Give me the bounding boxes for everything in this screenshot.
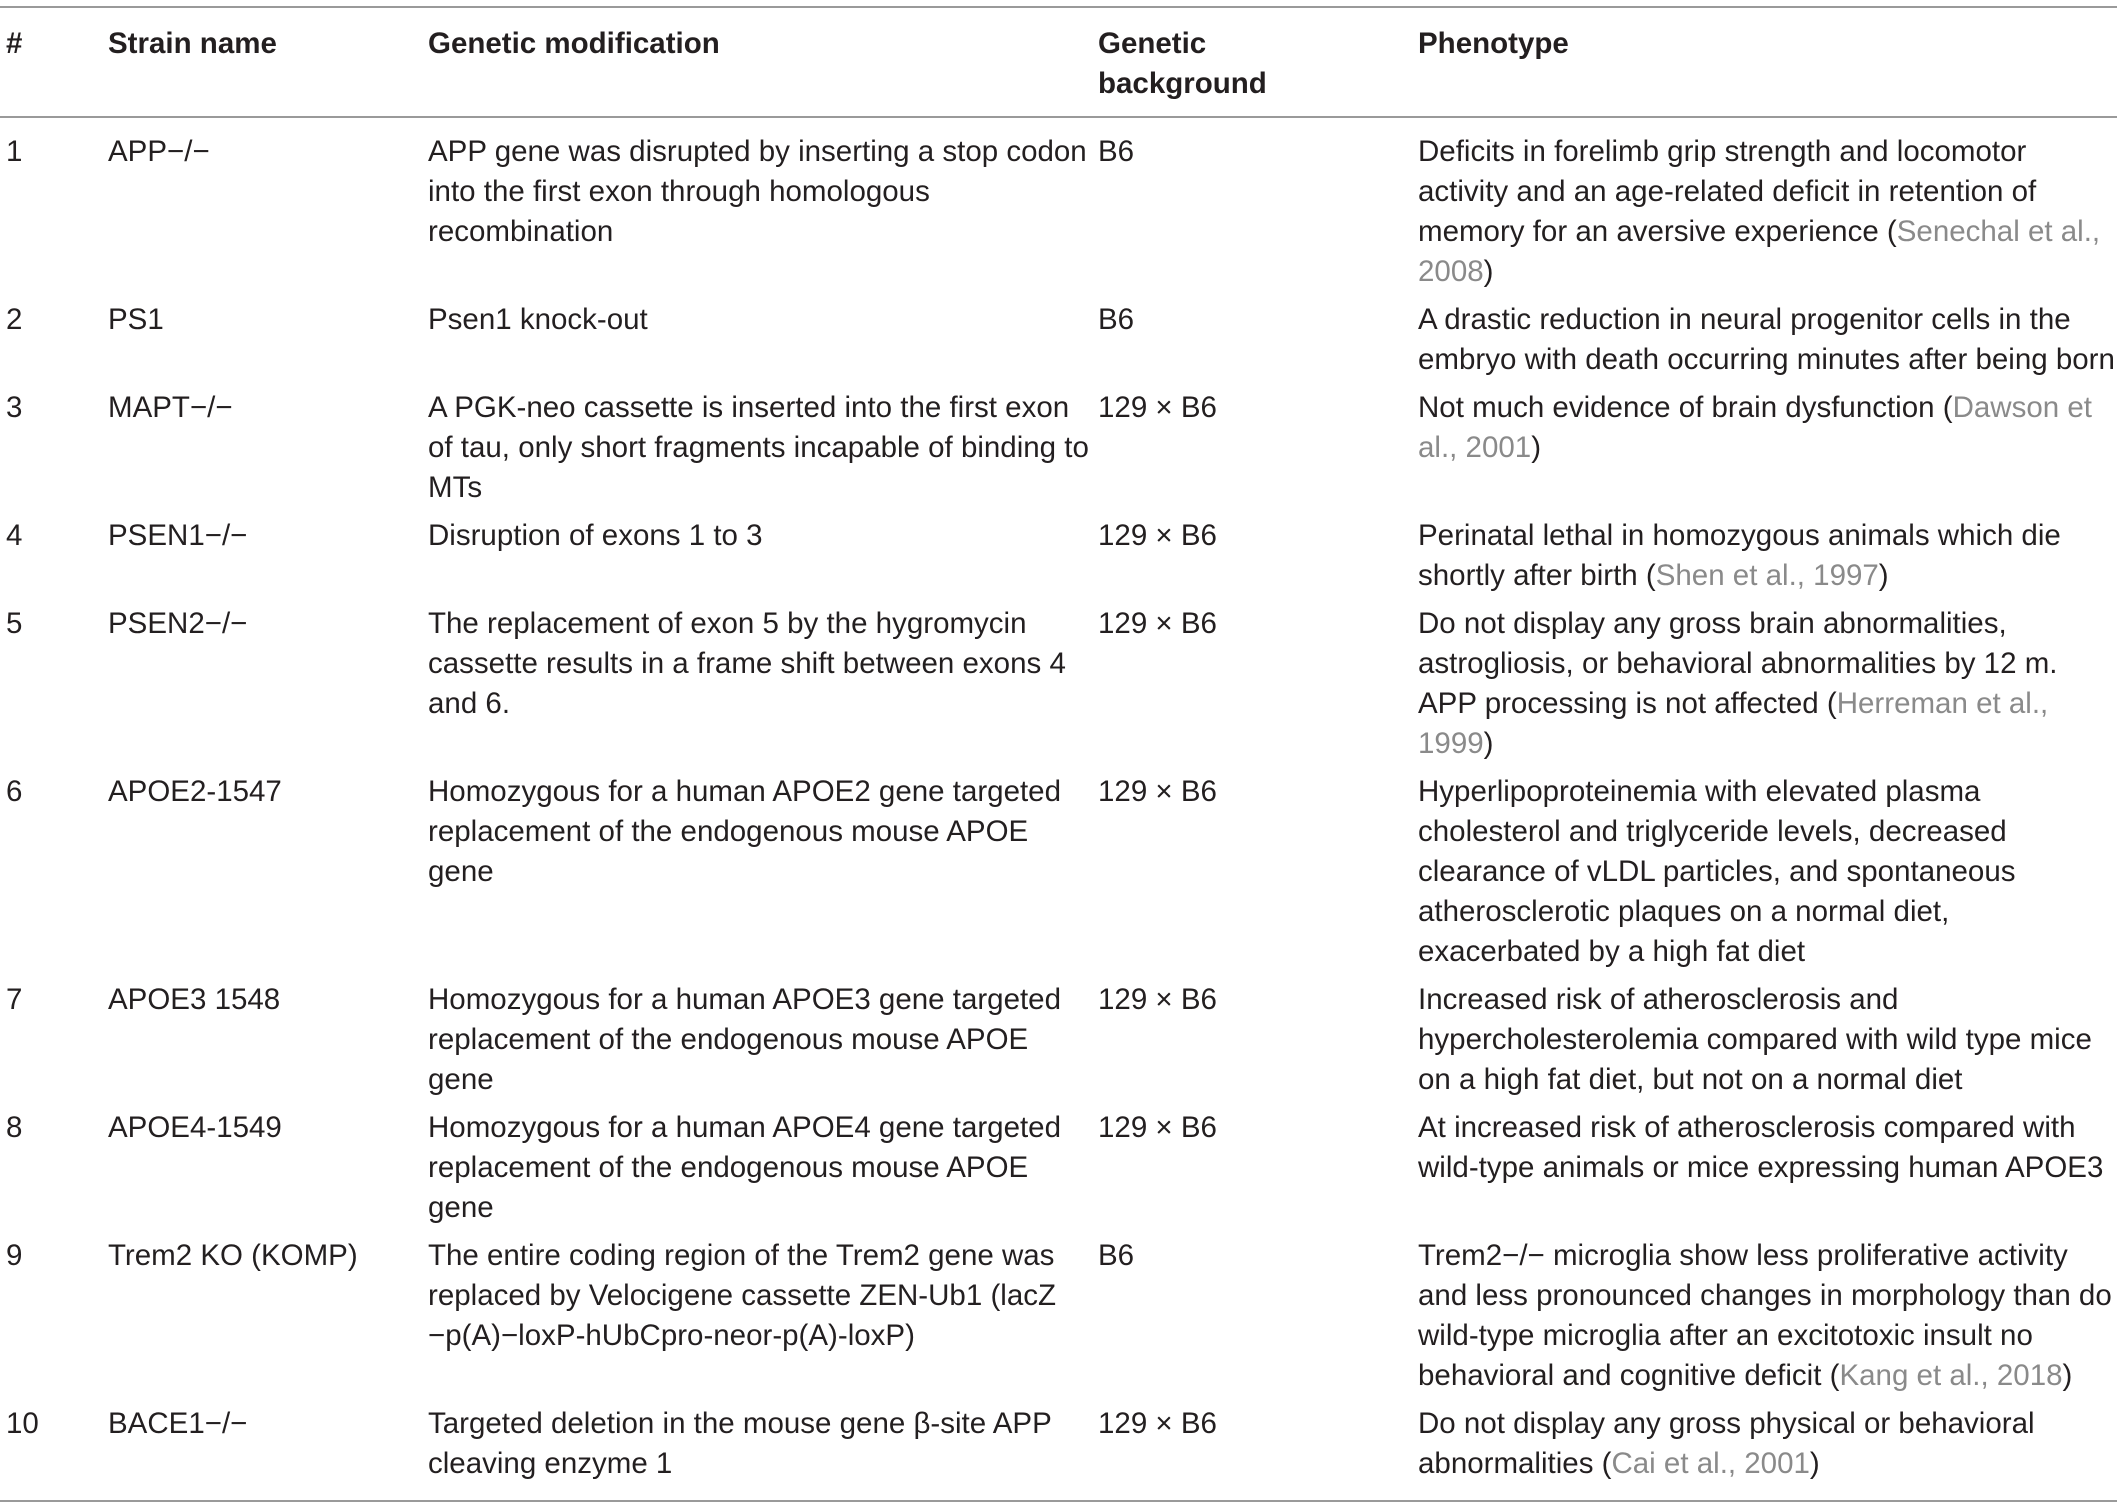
phenotype-text-end: ) [1483,727,1494,760]
phenotype-cell [1418,381,2117,509]
phenotype-text: Increased risk of atherosclerosis and hypercholesterolemia compared with wild type mice on a high fat diet, but not on a normal diet [1418,983,2092,1096]
phenotype-cell [1418,765,2117,973]
phenotype-text-end: ) [1878,559,1889,592]
row-number: 10 [6,1407,39,1440]
header-genetic-background [1098,7,1418,117]
genetic-background-cell: 129 × B6 [1098,1111,1217,1144]
strain-name-cell: APP−/− [108,135,210,168]
mouse-strain-table [0,6,2117,1502]
genetic-background-cell: 129 × B6 [1098,519,1217,552]
genetic-background-cell: B6 [1098,1239,1135,1272]
header-background-line1: Genetic [1098,27,1207,60]
header-background-line2: background [1098,67,1267,100]
phenotype-cell [1418,1397,2117,1501]
phenotype-text: Not much evidence of brain dysfunction ( [1418,391,1953,424]
phenotype-cell [1418,597,2117,765]
strain-name-cell: PSEN2−/− [108,607,248,640]
strain-name-cell: APOE4-1549 [108,1111,282,1144]
header-strain-name: Strain name [108,27,277,60]
row-number: 2 [6,303,23,336]
genetic-background-cell: B6 [1098,135,1135,168]
citation-link[interactable]: Cai et al., 2001 [1611,1447,1810,1480]
row-number: 5 [6,607,23,640]
table-row [0,117,2117,293]
phenotype-cell [1418,509,2117,597]
table-row [0,1101,2117,1229]
citation-link[interactable]: Senechal et al., 2008 [1418,215,2101,288]
table-row [0,1397,2117,1501]
strain-name-cell: BACE1−/− [108,1407,248,1440]
header-row [0,7,2117,117]
header-genetic-modification: Genetic modification [428,27,720,60]
genetic-modification-cell: Homozygous for a human APOE4 gene targeted replacement of the endogenous mouse APOE gene [428,1111,1061,1224]
phenotype-text-end: ) [1531,431,1542,464]
table-row [0,381,2117,509]
genetic-modification-cell: Disruption of exons 1 to 3 [428,519,763,552]
header-phenotype: Phenotype [1418,27,1569,60]
genetic-modification-cell: The entire coding region of the Trem2 gene was replaced by Velocigene cassette ZEN-Ub1 (lacZ −p(A)−loxP-hUbCpro-neor-p(A)-loxP) [428,1239,1056,1352]
phenotype-text: Trem2−/− microglia show less proliferative activity and less pronounced changes in morphology than do wild-type microglia after an excitotoxic insult no behavioral and cognitive deficit ( [1418,1239,2112,1392]
genetic-modification-cell: A PGK-neo cassette is inserted into the first exon of tau, only short fragments incapable of binding to MTs [428,391,1089,504]
genetic-modification-cell: APP gene was disrupted by inserting a stop codon into the first exon through homologous recombination [428,135,1087,248]
citation-link[interactable]: Kang et al., 2018 [1839,1359,2063,1392]
phenotype-cell [1418,1229,2117,1397]
phenotype-text-end: ) [1809,1447,1820,1480]
strain-name-cell: APOE3 1548 [108,983,281,1016]
phenotype-text: Hyperlipoproteinemia with elevated plasma cholesterol and triglyceride levels, decreased clearance of vLDL particles, and spontaneous atherosclerotic plaques on a normal diet, exacerbated by a high fat diet [1418,775,2016,968]
table-row [0,597,2117,765]
genetic-background-cell: 129 × B6 [1098,1407,1217,1440]
phenotype-text: Deficits in forelimb grip strength and locomotor activity and an age-related deficit in retention of memory for an aversive experience ( [1418,135,2037,248]
row-number: 3 [6,391,23,424]
genetic-background-cell: B6 [1098,303,1135,336]
row-number: 6 [6,775,23,808]
table-body [0,117,2117,1501]
table-row [0,293,2117,381]
phenotype-text-end: ) [2062,1359,2073,1392]
genetic-modification-cell: The replacement of exon 5 by the hygromycin cassette results in a frame shift between exons 4 and 6. [428,607,1066,720]
genetic-background-cell: 129 × B6 [1098,983,1217,1016]
strain-name-cell: PSEN1−/− [108,519,248,552]
citation-link[interactable]: Herreman et al., 1999 [1418,687,2049,760]
genetic-modification-cell: Psen1 knock-out [428,303,648,336]
phenotype-cell [1418,1101,2117,1229]
genetic-background-cell: 129 × B6 [1098,607,1217,640]
genetic-background-cell: 129 × B6 [1098,391,1217,424]
phenotype-cell [1418,973,2117,1101]
strain-name-cell: PS1 [108,303,164,336]
phenotype-text: Perinatal lethal in homozygous animals which die shortly after birth ( [1418,519,2061,592]
strain-name-cell: MAPT−/− [108,391,233,424]
row-number: 7 [6,983,23,1016]
table-row [0,509,2117,597]
citation-link[interactable]: Dawson et al., 2001 [1418,391,2092,464]
phenotype-text: At increased risk of atherosclerosis compared with wild-type animals or mice expressing human APOE3 [1418,1111,2104,1184]
header-number: # [6,27,23,60]
row-number: 9 [6,1239,23,1272]
genetic-modification-cell: Homozygous for a human APOE2 gene targeted replacement of the endogenous mouse APOE gene [428,775,1061,888]
table-row [0,1229,2117,1397]
table-header [0,7,2117,117]
phenotype-cell [1418,117,2117,293]
phenotype-text: Do not display any gross physical or behavioral abnormalities ( [1418,1407,2035,1480]
phenotype-text: A drastic reduction in neural progenitor cells in the embryo with death occurring minutes after being born [1418,303,2115,376]
phenotype-text: Do not display any gross brain abnormalities, astrogliosis, or behavioral abnormalities by 12 m. APP processing is not affected ( [1418,607,2058,720]
row-number: 4 [6,519,23,552]
phenotype-cell [1418,293,2117,381]
row-number: 1 [6,135,23,168]
strain-name-cell: Trem2 KO (KOMP) [108,1239,358,1272]
table-row [0,973,2117,1101]
table-row [0,765,2117,973]
genetic-modification-cell: Targeted deletion in the mouse gene β-site APP cleaving enzyme 1 [428,1407,1052,1480]
citation-link[interactable]: Shen et al., 1997 [1655,559,1879,592]
genetic-modification-cell: Homozygous for a human APOE3 gene targeted replacement of the endogenous mouse APOE gene [428,983,1061,1096]
strain-name-cell: APOE2-1547 [108,775,282,808]
genetic-background-cell: 129 × B6 [1098,775,1217,808]
row-number: 8 [6,1111,23,1144]
phenotype-text-end: ) [1483,255,1494,288]
